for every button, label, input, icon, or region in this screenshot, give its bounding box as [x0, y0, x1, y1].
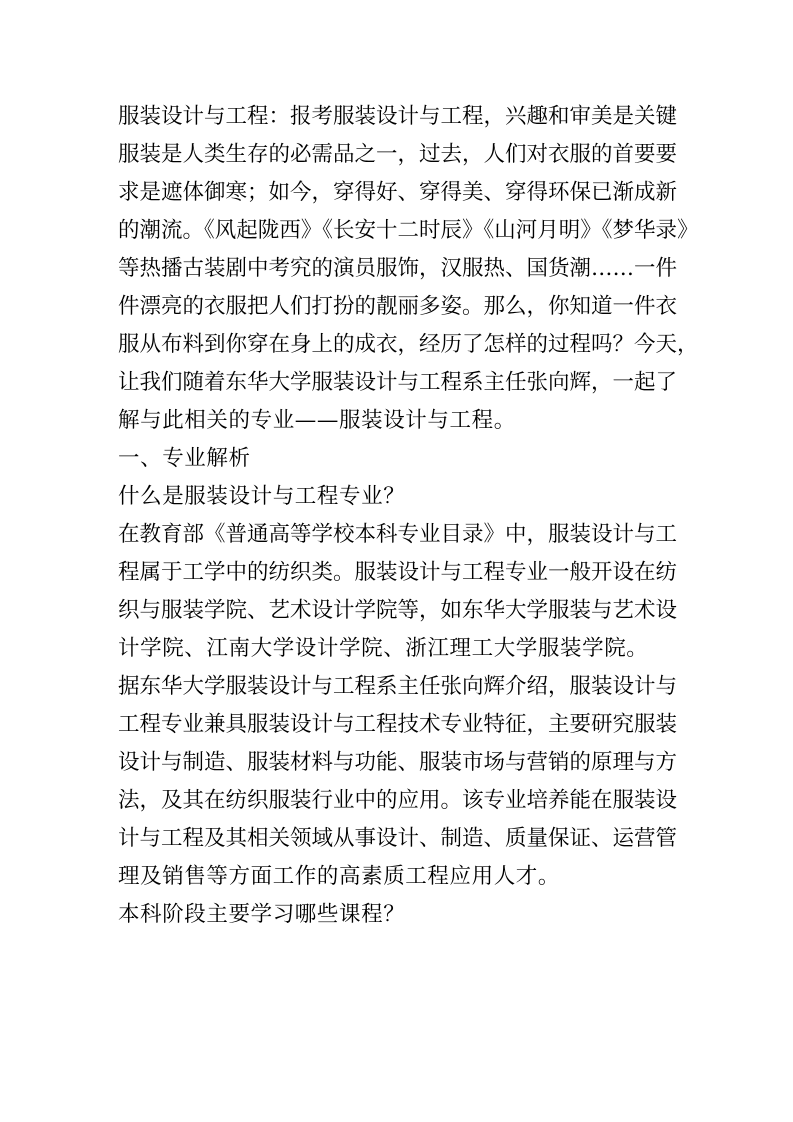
paragraph-intro-line-2: 求是遮体御寒；如今，穿得好、穿得美、穿得环保已渐成新 — [118, 180, 678, 205]
paragraph-description-line-4: 法，及其在纺织服装行业中的应用。该专业培养能在服装设 — [118, 788, 678, 813]
paragraph-description-line-1: 据东华大学服装设计与工程系主任张向辉介绍，服装设计与 — [118, 674, 678, 699]
paragraph-description-line-2: 工程专业兼具服装设计与工程技术专业特征，主要研究服装 — [118, 712, 678, 737]
paragraph-description-line-6: 理及销售等方面工作的高素质工程应用人才。 — [118, 864, 561, 889]
paragraph-description-line-3: 设计与制造、服装材料与功能、服装市场与营销的原理与方 — [118, 750, 678, 775]
paragraph-intro-line-4: 等热播古装剧中考究的演员服饰，汉服热、国货潮……一件 — [118, 256, 678, 281]
paragraph-intro-line-5: 件漂亮的衣服把人们打扮的靓丽多姿。那么，你知道一件衣 — [118, 294, 678, 319]
paragraph-intro-line-1: 服装是人类生存的必需品之一，过去，人们对衣服的首要要 — [118, 142, 678, 167]
subheading-what-is-major: 什么是服装设计与工程专业？ — [118, 484, 406, 509]
document-page — [118, 98, 699, 934]
paragraph-catalog-line-4: 计学院、江南大学设计学院、浙江理工大学服装学院。 — [118, 636, 649, 661]
paragraph-intro-line-8: 解与此相关的专业——服装设计与工程。 — [118, 408, 516, 433]
subheading-courses: 本科阶段主要学习哪些课程？ — [118, 902, 406, 927]
paragraph-intro-line-3: 的潮流。《风起陇西》《长安十二时辰》《山河月明》《梦华录》 — [118, 218, 699, 243]
paragraph-intro-line-7: 让我们随着东华大学服装设计与工程系主任张向辉，一起了 — [118, 370, 678, 395]
paragraph-catalog-line-2: 程属于工学中的纺织类。服装设计与工程专业一般开设在纺 — [118, 560, 678, 585]
section-heading-major-analysis: 一、专业解析 — [118, 446, 251, 471]
paragraph-description-line-5: 计与工程及其相关领域从事设计、制造、质量保证、运营管 — [118, 826, 678, 851]
paragraph-catalog-line-1: 在教育部《普通高等学校本科专业目录》中，服装设计与工 — [118, 522, 678, 547]
document-title-line: 服装设计与工程：报考服装设计与工程，兴趣和审美是关键 — [118, 104, 678, 129]
paragraph-catalog-line-3: 织与服装学院、艺术设计学院等，如东华大学服装与艺术设 — [118, 598, 678, 623]
paragraph-intro-line-6: 服从布料到你穿在身上的成衣，经历了怎样的过程吗？今天， — [118, 332, 699, 357]
